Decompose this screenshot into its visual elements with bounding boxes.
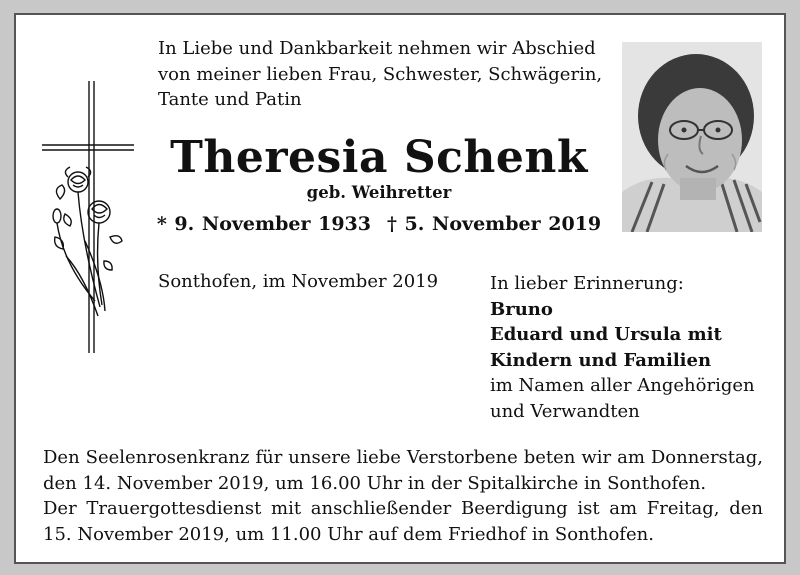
- maiden-name: geb. Weihretter: [306, 183, 452, 202]
- death-date: † 5. November 2019: [387, 213, 602, 235]
- intro-text: In Liebe und Dankbarkeit nehmen wir Abschied von meiner lieben Frau, Schwester, Schwägerin, Tante und Patin: [158, 38, 603, 110]
- birth-date: * 9. November 1933: [156, 213, 371, 235]
- mourners-heading: In lieber Erinnerung:: [490, 273, 684, 294]
- mourner-name: Bruno: [490, 298, 553, 320]
- funeral-notice: Der Trauergottesdienst mit anschließender Beerdigung ist am Freitag, den 15. November 2019, um 11.00 Uhr auf dem Friedhof in Sonthofen.: [43, 498, 763, 545]
- mourners-closing: im Namen aller Angehörigen: [490, 375, 755, 396]
- portrait-photo: [622, 42, 762, 232]
- mourner-name: Eduard und Ursula mit: [490, 324, 722, 345]
- rosary-notice: Den Seelenrosenkranz für unsere liebe Verstorbene beten wir am Donnerstag, den 14. November 2019, um 16.00 Uhr in der Spitalkirche in Sonthofen.: [43, 447, 763, 494]
- mourners-list: [490, 271, 780, 424]
- deceased-name: Theresia Schenk: [170, 132, 588, 183]
- place-date: Sonthofen, im November 2019: [158, 271, 439, 292]
- life-dates: [144, 213, 614, 235]
- obituary-card: [14, 13, 786, 564]
- mourner-name: Kindern und Familien: [490, 349, 712, 371]
- service-notice: [43, 445, 763, 547]
- mourners-closing: und Verwandten: [490, 400, 640, 422]
- cross-with-roses-icon: [40, 81, 140, 371]
